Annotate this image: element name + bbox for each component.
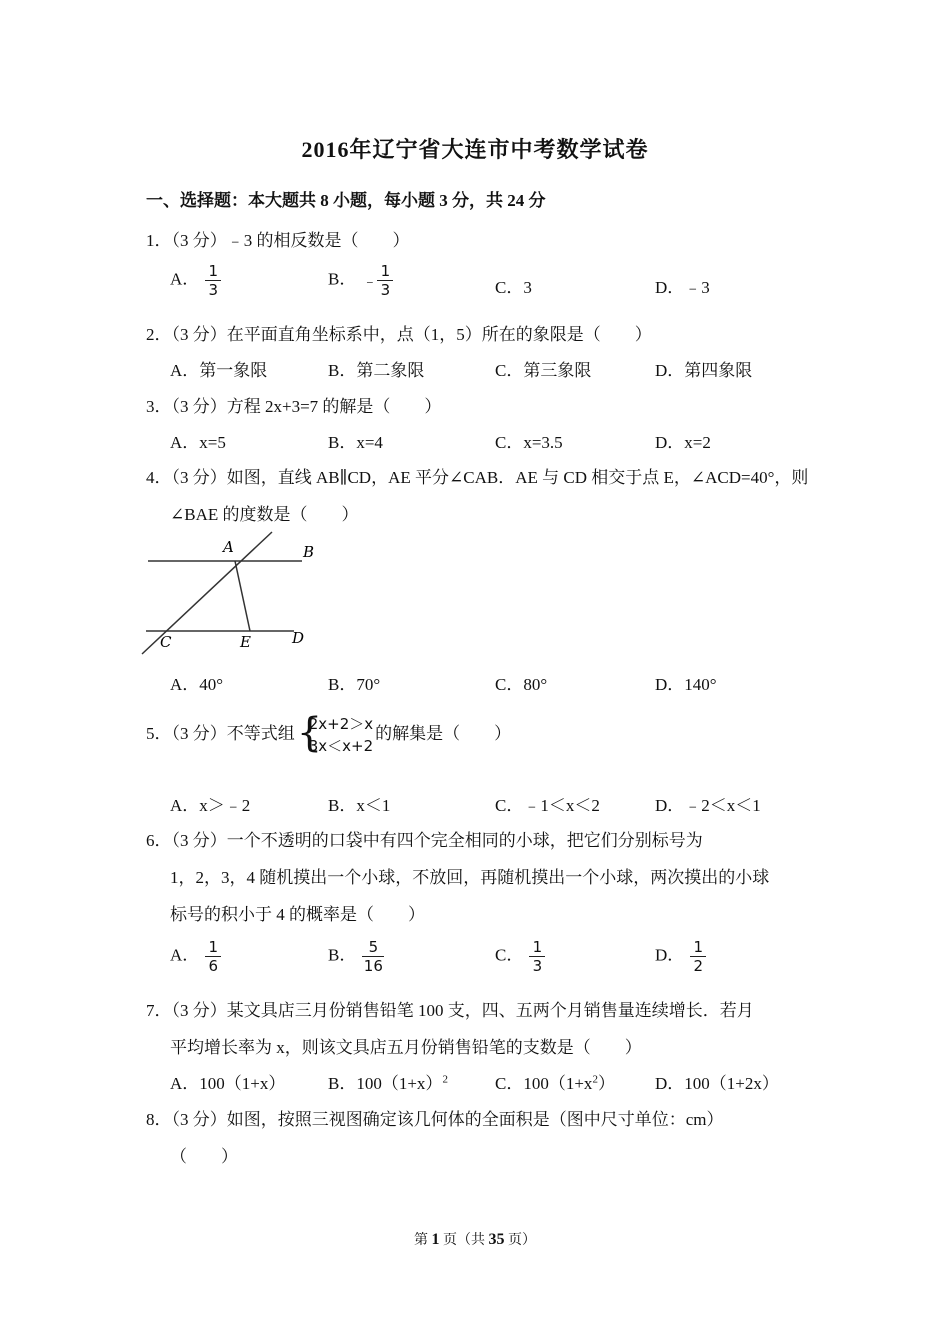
q7-option-d: D．100（1+2x） — [655, 1074, 779, 1093]
question-number: 3． — [146, 397, 172, 416]
page-title: 2016年辽宁省大连市中考数学试卷 — [301, 137, 649, 162]
question-1 — [146, 226, 410, 251]
q7-option-a: A．100（1+x） — [170, 1074, 286, 1093]
q4-option-b: B．70° — [328, 675, 381, 694]
question-stem: （3 分）如图，直线 AB∥CD，AE 平分∠CAB．AE 与 CD 相交于点 E，∠ACD=40°，则 — [171, 468, 809, 487]
fraction: $\frac{1}{3}$ — [205, 263, 221, 298]
brace-icon: { — [296, 710, 323, 756]
q1-option-d: D．﹣3 — [655, 278, 710, 297]
q7-option-c: C．$100(1+x^2)$ — [495, 1073, 615, 1093]
q5-option-d: D．﹣2＜x＜1 — [655, 796, 761, 815]
q6-option-d: D． $\frac{1}{2}$ — [655, 939, 706, 974]
q6-option-a: A． $\frac{1}{6}$ — [170, 939, 221, 974]
page-total: 35 — [488, 1231, 505, 1248]
q3-option-d: D．x=2 — [655, 433, 711, 452]
question-stem: （3 分）如图，按照三视图确定该几何体的全面积是（图中尺寸单位：cm） — [171, 1110, 724, 1129]
fraction: $\frac{1}{3}$ — [529, 939, 545, 974]
q6-option-b: B． $\frac{5}{16}$ — [328, 938, 383, 975]
q2-option-a: A．第一象限 — [170, 361, 268, 380]
q5-option-a: A．x＞﹣2 — [170, 796, 251, 815]
q1-option-c: C．3 — [495, 278, 532, 297]
q2-option-b: B．第二象限 — [328, 361, 425, 380]
q4-option-c: C．80° — [495, 675, 548, 694]
question-4-cont: ∠BAE 的度数是（ ） — [170, 505, 359, 524]
question-stem: （3 分）在平面直角坐标系中，点（1，5）所在的象限是（ ） — [171, 325, 652, 344]
q7-option-b: B．$100(1+x)^2$ — [328, 1073, 448, 1093]
label-a: A — [223, 538, 234, 556]
label-b: B — [303, 543, 315, 561]
question-number: 2． — [146, 325, 172, 344]
fraction: $\frac{1}{6}$ — [205, 939, 221, 974]
question-stem: （3 分）一个不透明的口袋中有四个完全相同的小球，把它们分别标号为 — [171, 831, 703, 850]
question-stem: （3 分）不等式组 — [171, 723, 295, 743]
question-stem: （3 分）﹣3 的相反数是（ ） — [171, 231, 410, 250]
question-7 — [146, 996, 754, 1021]
question-number: 4． — [146, 468, 172, 487]
section-heading: 一、选择题：本大题共 8 小题，每小题 3 分，共 24 分 — [146, 191, 546, 210]
question-6-cont: 1，2，3，4 随机摸出一个小球，不放回，再随机摸出一个小球，两次摸出的小球 — [170, 868, 770, 887]
q3-option-a: A．x=5 — [170, 433, 226, 452]
q3-option-b: B．x=4 — [328, 433, 383, 452]
q3-option-c: C．x=3.5 — [495, 433, 563, 452]
question-number: 7． — [146, 1001, 172, 1020]
question-stem: （3 分）方程 2x+3=7 的解是（ ） — [171, 397, 442, 416]
label-e: E — [240, 633, 251, 651]
question-4 — [146, 463, 808, 488]
q5-option-b: B．x＜1 — [328, 796, 391, 815]
fraction: $\frac{1}{3}$ — [377, 263, 393, 298]
question-6-cont: 标号的积小于 4 的概率是（ ） — [170, 905, 425, 924]
q4-option-d: D．140° — [655, 675, 717, 694]
parallel-lines-figure — [138, 530, 328, 658]
question-number: 5． — [146, 723, 172, 743]
fraction: $\frac{1}{2}$ — [690, 939, 706, 974]
label-d: D — [292, 629, 305, 647]
q2-option-d: D．第四象限 — [655, 361, 753, 380]
fraction: $\frac{5}{16}$ — [363, 938, 383, 975]
question-5: 5．（3 分）不等式组 { 2x+2＞x 3x＜x+2 的解集是（ ） — [146, 710, 512, 756]
question-number: 6． — [146, 831, 172, 850]
question-8-cont: （ ） — [170, 1147, 238, 1166]
q6-option-c: C． $\frac{1}{3}$ — [495, 939, 545, 974]
question-8 — [146, 1105, 724, 1130]
question-number: 1． — [146, 231, 172, 250]
q1-option-b: B． ﹣ $\frac{1}{3}$ — [328, 263, 393, 298]
question-6 — [146, 826, 703, 851]
page-footer: 第 1 页（共 35 页） — [414, 1231, 536, 1248]
q2-option-c: C．第三象限 — [495, 361, 592, 380]
question-2 — [146, 320, 652, 345]
q1-option-a: A． $\frac{1}{3}$ — [170, 263, 221, 298]
q5-option-c: C．﹣1＜x＜2 — [495, 796, 600, 815]
label-c: C — [160, 633, 172, 651]
question-3 — [146, 392, 441, 417]
page-number: 1 — [431, 1231, 440, 1248]
q4-option-a: A．40° — [170, 675, 224, 694]
inequality-system: { 2x+2＞x 3x＜x+2 — [296, 710, 374, 756]
question-7-cont: 平均增长率为 x，则该文具店五月份销售铅笔的支数是（ ） — [170, 1038, 642, 1057]
segment-ae — [235, 561, 250, 631]
question-number: 8． — [146, 1110, 172, 1129]
question-stem: （3 分）某文具店三月份销售铅笔 100 支，四、五两个月销售量连续增长．若月 — [171, 1001, 754, 1020]
